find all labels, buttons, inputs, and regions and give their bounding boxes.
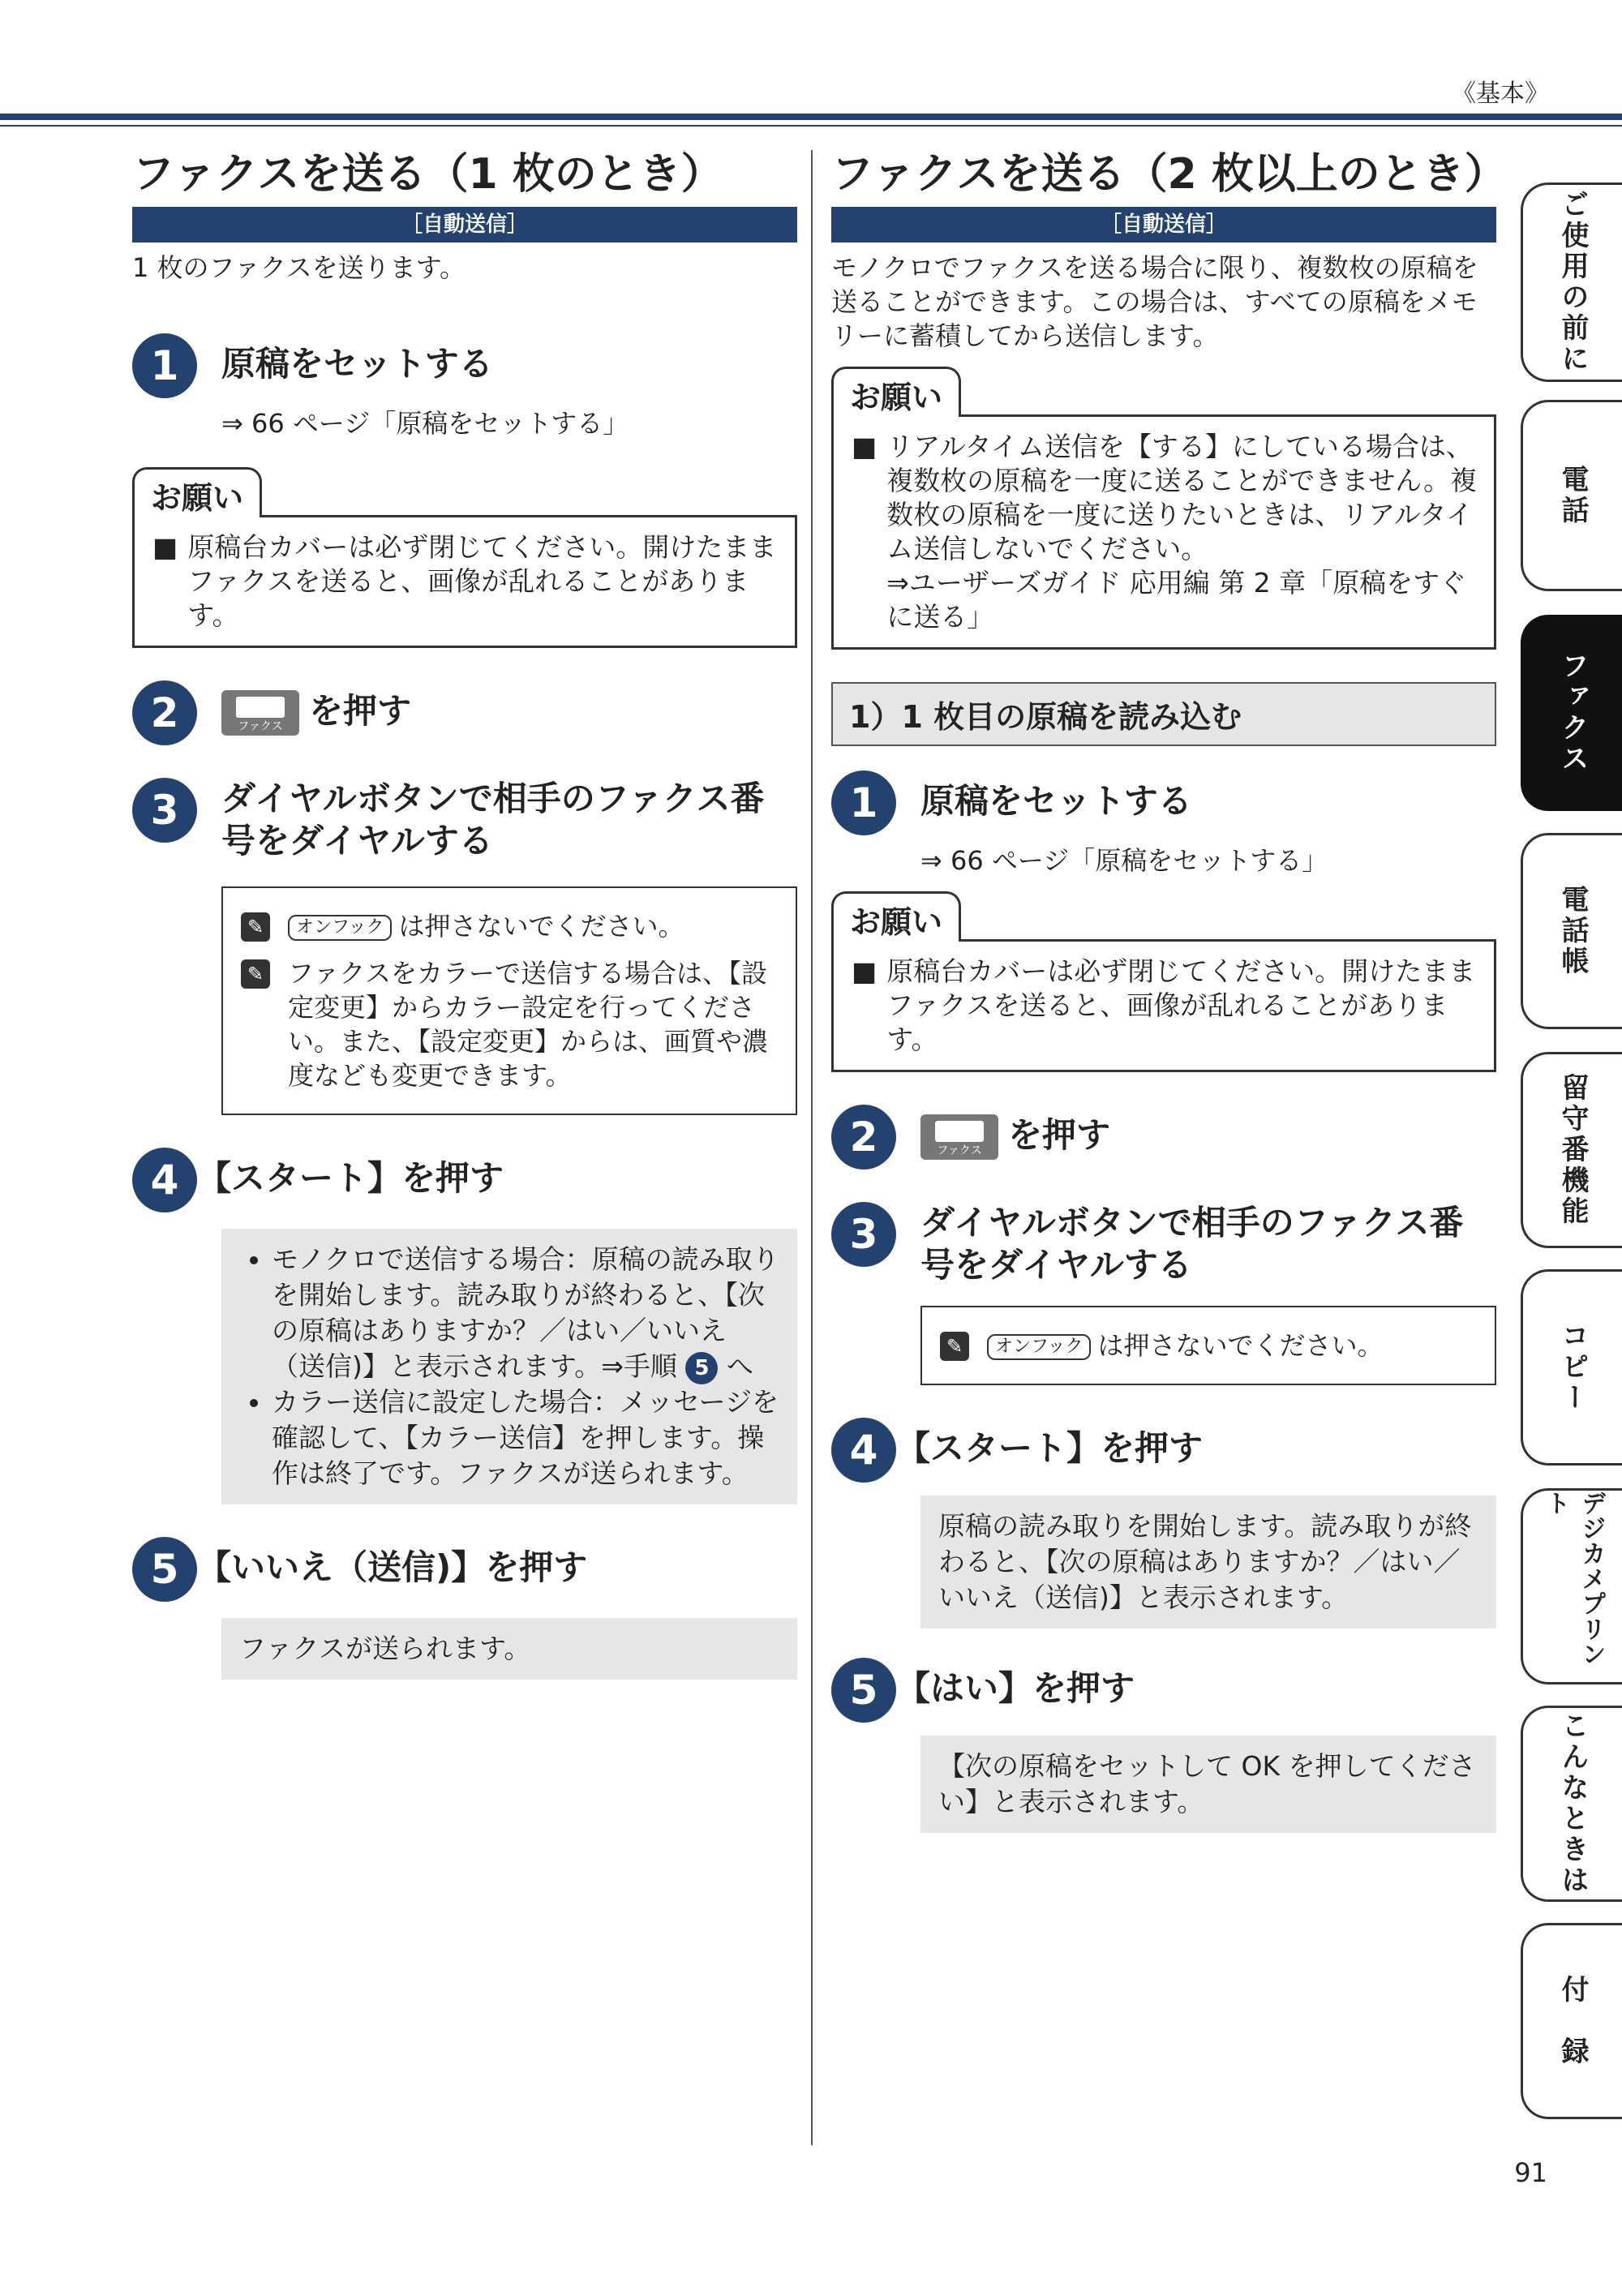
- note-ref: ⇒ユーザーズガイド 応用編 第 2 章「原稿をすぐに送る」: [886, 567, 1467, 633]
- fax-button-label: ファクス: [937, 1144, 982, 1157]
- left-step-5-detail: ファクスが送られます。: [221, 1618, 797, 1680]
- memo-text: ファクスをカラーで送信する場合は、【設定変更】からカラー設定を行ってください。また、【設定変更】からは、画質や濃度なども変更できます。: [288, 958, 769, 1091]
- tab-answering[interactable]: 留守番機能: [1521, 1052, 1622, 1248]
- step-number: 3: [831, 1202, 896, 1267]
- left-step-4: [132, 1148, 797, 1212]
- memo-icon: ✎: [940, 1332, 969, 1361]
- right-step-4: [831, 1418, 1496, 1483]
- left-step-2: [132, 680, 797, 745]
- chapter-label: 《基本》: [1452, 79, 1549, 108]
- column-divider: [811, 150, 813, 2145]
- fax-button-icon: [221, 690, 299, 736]
- note-head: お願い: [132, 467, 262, 517]
- note-text: 原稿台カバーは必ず閉じてください。開けたままファクスを送ると、画像が乱れることがあります。: [886, 955, 1476, 1055]
- step-title: 【スタート】を押す: [896, 1428, 1204, 1468]
- tab-troubleshooting[interactable]: こんなときは: [1521, 1706, 1622, 1902]
- left-title: ファクスを送る（1 枚のとき）: [132, 150, 723, 199]
- right-step-1: [831, 770, 1496, 835]
- right-title: ファクスを送る（2 枚以上のとき）: [831, 150, 1507, 199]
- tab-photo-print[interactable]: デジカメプリント: [1521, 1488, 1622, 1684]
- list-item: • カラー送信に設定した場合：メッセージを確認して、【カラー送信】を押します。操作は終了です。ファクスが送られます。: [272, 1384, 779, 1491]
- fax-button-icon: [920, 1114, 998, 1160]
- note-box: [132, 515, 797, 648]
- right-intro: モノクロでファクスを送る場合に限り、複数枚の原稿を送ることができます。この場合は、すべての原稿をメモリーに蓄積してから送信します。: [831, 252, 1478, 351]
- step-title: を押す: [309, 691, 412, 731]
- right-note-2: [831, 889, 1496, 1072]
- bullet-square: ■: [152, 531, 178, 563]
- step-title: 【いいえ（送信)】を押す: [197, 1547, 588, 1587]
- note-box: [831, 414, 1496, 650]
- fax-button-label: ファクス: [238, 720, 283, 733]
- step-number: 4: [132, 1148, 197, 1212]
- memo-text: は押さないでください。: [1097, 1330, 1384, 1361]
- header-rule: [0, 114, 1622, 120]
- page-number: 91: [1514, 2157, 1547, 2188]
- right-subbar: ［自動送信］: [831, 207, 1496, 242]
- step-title: ダイヤルボタンで相手のファクス番号をダイヤルする: [221, 779, 765, 860]
- right-step-5-detail: 【次の原稿をセットして OK を押してください】と表示されます。: [920, 1736, 1496, 1833]
- step-title: 【はい】を押す: [896, 1668, 1135, 1708]
- right-step-5: [831, 1658, 1496, 1723]
- step-number: 2: [132, 680, 197, 745]
- section-heading: 1）1 枚目の原稿を読み込む: [831, 682, 1496, 746]
- step-number: 5: [132, 1537, 197, 1602]
- step-title: 【スタート】を押す: [197, 1158, 504, 1198]
- memo-text: は押さないでください。: [398, 911, 684, 942]
- right-step-4-detail: 原稿の読み取りを開始します。読み取りが終わると、【次の原稿はありますか？／はい／いいえ（送信)】と表示されます。: [920, 1496, 1496, 1629]
- left-step-4-detail: [221, 1229, 797, 1504]
- memo-icon: ✎: [241, 959, 270, 989]
- left-column: [132, 142, 797, 1680]
- tab-copy[interactable]: コピー: [1521, 1269, 1622, 1466]
- bullet-square: ■: [852, 431, 878, 462]
- step-ref-badge: 5: [685, 1352, 718, 1384]
- note-head: お願い: [831, 367, 961, 417]
- right-column: [831, 142, 1507, 1833]
- right-note-1: [831, 364, 1496, 650]
- left-step-1: [132, 333, 797, 398]
- page-reference: ⇒ 66 ページ「原稿をセットする」: [221, 408, 629, 439]
- tab-fax[interactable]: ファクス: [1521, 615, 1622, 811]
- step-title: 原稿をセットする: [920, 781, 1192, 821]
- left-step-5: [132, 1537, 797, 1602]
- right-step-3: [831, 1202, 1496, 1286]
- bullet-square: ■: [852, 955, 878, 987]
- right-memo: [920, 1306, 1496, 1385]
- onhook-key-icon: オンフック: [288, 915, 392, 941]
- step-number: 4: [831, 1418, 896, 1483]
- page-reference: ⇒ 66 ページ「原稿をセットする」: [920, 845, 1328, 876]
- memo-icon: ✎: [241, 912, 270, 942]
- step-number: 1: [132, 333, 197, 398]
- step-number: 3: [132, 778, 197, 843]
- right-step-2: [831, 1105, 1496, 1169]
- left-subbar: ［自動送信］: [132, 207, 797, 242]
- left-step-3: [132, 778, 797, 862]
- note-text: リアルタイム送信を【する】にしている場合は、複数枚の原稿を一度に送ることができません。複数枚の原稿を一度に送りたいときは、リアルタイム送信しないでください。: [886, 431, 1478, 564]
- step-title: ダイヤルボタンで相手のファクス番号をダイヤルする: [920, 1203, 1464, 1285]
- header-rule-thin: [0, 125, 1622, 127]
- step-number: 2: [831, 1105, 896, 1169]
- note-box: [831, 939, 1496, 1072]
- tab-phonebook[interactable]: 電話帳: [1521, 833, 1622, 1029]
- tab-appendix[interactable]: 付 録: [1521, 1923, 1622, 2119]
- tab-before-use[interactable]: ご使用の前に: [1521, 182, 1622, 382]
- left-intro: 1 枚のファクスを送ります。: [132, 252, 466, 283]
- left-memo: [221, 886, 797, 1115]
- tab-phone[interactable]: 電話: [1521, 400, 1622, 591]
- list-item: • モノクロで送信する場合：原稿の読み取りを開始します。読み取りが終わると、【次の原稿はありますか？／はい／いいえ（送信)】と表示されます。⇒手順 5 へ: [272, 1242, 779, 1384]
- note-head: お願い: [831, 891, 961, 942]
- note-text: 原稿台カバーは必ず閉じてください。開けたままファクスを送ると、画像が乱れることがあります。: [187, 531, 777, 631]
- step-number: 1: [831, 770, 896, 835]
- step-number: 5: [831, 1658, 896, 1723]
- left-note: [132, 465, 797, 648]
- step-title: 原稿をセットする: [221, 344, 493, 384]
- step-title: を押す: [1008, 1115, 1111, 1155]
- onhook-key-icon: オンフック: [987, 1334, 1091, 1360]
